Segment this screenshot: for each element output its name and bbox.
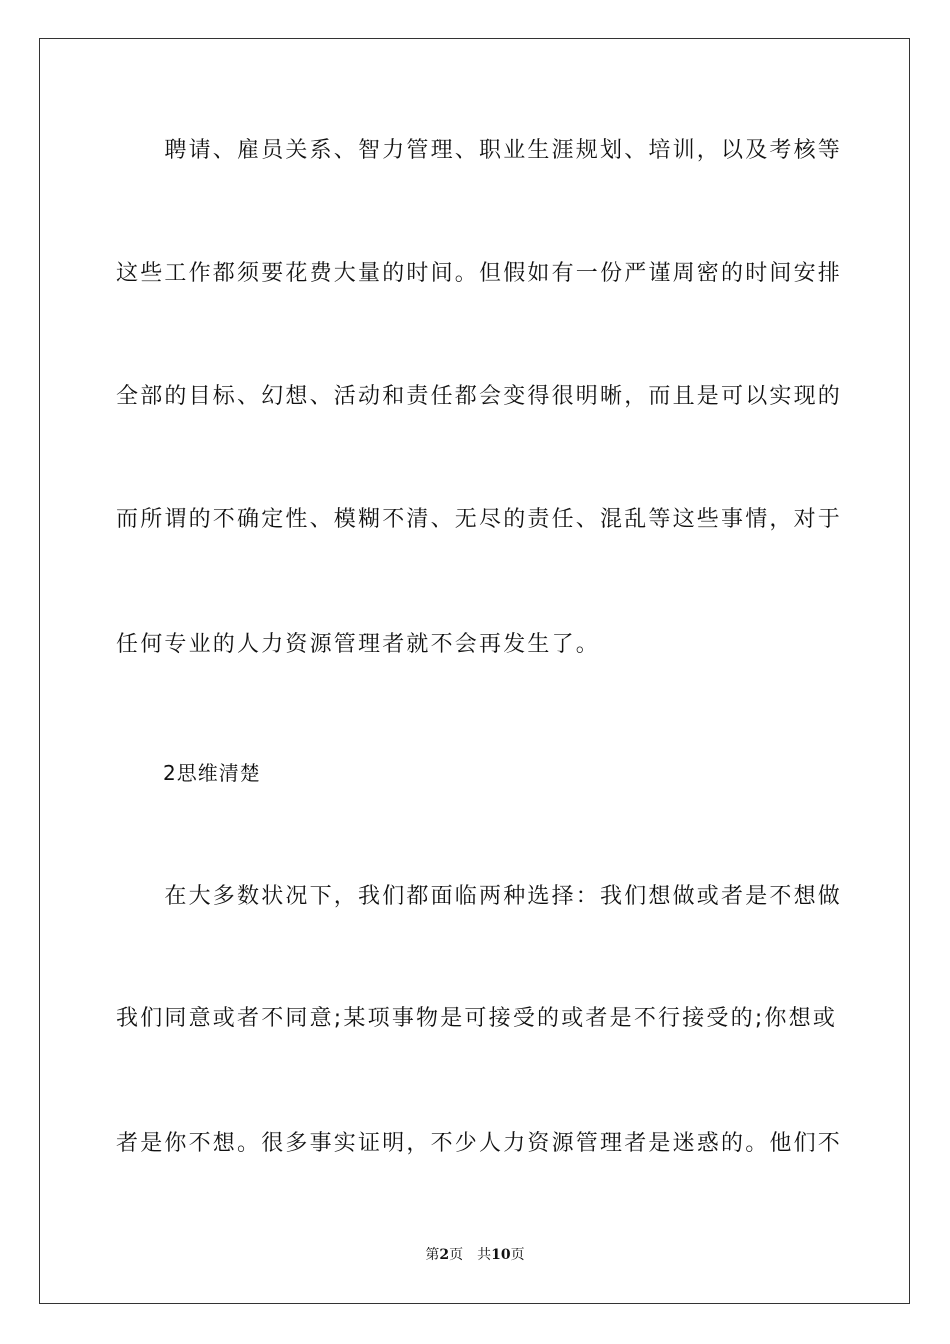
total-prefix: 共 [477,1247,492,1263]
page-border [39,38,910,1304]
page-suffix: 页 [449,1247,464,1263]
section-heading: 2思维清楚 [163,761,261,785]
body-text-line: 而所谓的不确定性、模糊不清、无尽的责任、混乱等这些事情，对于 [116,507,843,532]
page-number: 2 [439,1247,450,1263]
body-text-line: 我们同意或者不同意;某项事物是可接受的或者是不行接受的;你想或 [116,1006,838,1031]
body-text-line: 全部的目标、幻想、活动和责任都会变得很明晰，而且是可以实现的 [116,384,843,409]
body-text-line: 这些工作都须要花费大量的时间。但假如有一份严谨周密的时间安排 [116,261,843,286]
page-prefix: 第 [425,1247,440,1263]
body-text-line: 者是你不想。很多事实证明，不少人力资源管理者是迷惑的。他们不 [116,1131,843,1156]
total-suffix: 页 [510,1247,525,1263]
total-pages: 10 [491,1247,511,1263]
body-text-line: 任何专业的人力资源管理者就不会再发生了。 [116,632,601,657]
body-text-line: 聘请、雇员关系、智力管理、职业生涯规划、培训，以及考核等 [116,138,843,163]
body-text-line: 在大多数状况下，我们都面临两种选择：我们想做或者是不想做 [116,884,843,909]
page-footer [0,1246,950,1264]
